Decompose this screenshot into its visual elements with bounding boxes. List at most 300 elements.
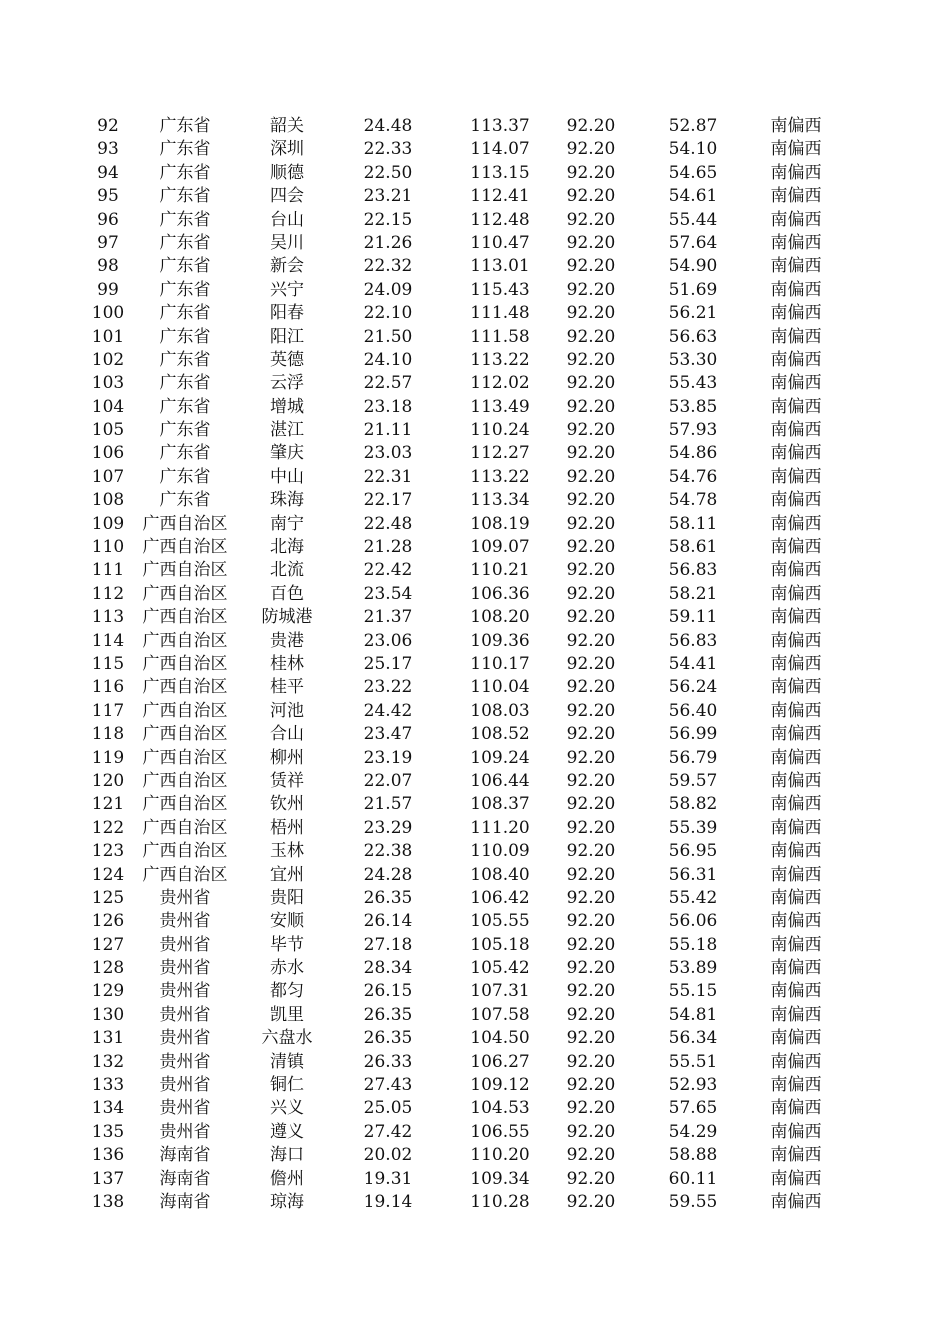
row-number-cell: 126 xyxy=(91,911,125,932)
table-row xyxy=(0,723,950,746)
angle-cell: 53.30 xyxy=(668,349,718,370)
row-number-cell: 93 xyxy=(97,139,119,160)
row-number-cell: 116 xyxy=(91,677,125,698)
row-number-cell: 109 xyxy=(91,513,125,534)
city-cell: 增城 xyxy=(270,396,304,417)
row-number-cell: 92 xyxy=(97,116,119,136)
longitude-cell: 113.15 xyxy=(470,162,530,183)
angle-cell: 56.83 xyxy=(668,630,718,651)
longitude-cell: 114.07 xyxy=(470,139,530,160)
value-cell: 92.20 xyxy=(566,1191,616,1212)
angle-cell: 59.57 xyxy=(668,770,718,791)
latitude-cell: 27.43 xyxy=(363,1075,413,1096)
city-cell: 贵港 xyxy=(270,630,304,651)
row-number-cell: 130 xyxy=(91,1004,125,1025)
direction-cell: 南偏西 xyxy=(770,513,822,534)
latitude-cell: 19.31 xyxy=(363,1168,413,1189)
value-cell: 92.20 xyxy=(566,1028,616,1049)
latitude-cell: 22.07 xyxy=(363,770,413,791)
table-row xyxy=(0,980,950,1003)
row-number-cell: 94 xyxy=(97,162,119,183)
latitude-cell: 24.48 xyxy=(363,116,413,136)
city-cell: 台山 xyxy=(270,209,304,230)
province-cell: 广东省 xyxy=(159,162,211,183)
city-cell: 六盘水 xyxy=(261,1028,313,1049)
city-cell: 琼海 xyxy=(270,1191,304,1212)
table-row xyxy=(0,793,950,816)
direction-cell: 南偏西 xyxy=(770,1028,822,1049)
direction-cell: 南偏西 xyxy=(770,373,822,394)
table-row xyxy=(0,747,950,770)
longitude-cell: 110.04 xyxy=(470,677,530,698)
value-cell: 92.20 xyxy=(566,911,616,932)
table-row xyxy=(0,1097,950,1120)
province-cell: 贵州省 xyxy=(159,1028,211,1049)
angle-cell: 55.39 xyxy=(668,817,718,838)
row-number-cell: 129 xyxy=(91,981,125,1002)
value-cell: 92.20 xyxy=(566,724,616,745)
row-number-cell: 128 xyxy=(91,958,125,979)
direction-cell: 南偏西 xyxy=(770,349,822,370)
longitude-cell: 113.22 xyxy=(470,466,530,487)
city-cell: 玉林 xyxy=(270,841,304,862)
table-row xyxy=(0,536,950,559)
province-cell: 海南省 xyxy=(159,1168,211,1189)
city-cell: 海口 xyxy=(270,1145,304,1166)
province-cell: 贵州省 xyxy=(159,1098,211,1119)
latitude-cell: 23.03 xyxy=(363,443,413,464)
province-cell: 广东省 xyxy=(159,443,211,464)
longitude-cell: 113.01 xyxy=(470,256,530,277)
latitude-cell: 21.26 xyxy=(363,232,413,253)
latitude-cell: 21.11 xyxy=(363,420,413,441)
longitude-cell: 104.50 xyxy=(470,1028,530,1049)
value-cell: 92.20 xyxy=(566,396,616,417)
province-cell: 海南省 xyxy=(159,1145,211,1166)
value-cell: 92.20 xyxy=(566,700,616,721)
row-number-cell: 121 xyxy=(91,794,125,815)
city-cell: 河池 xyxy=(270,700,304,721)
province-cell: 广西自治区 xyxy=(142,653,228,674)
table-row xyxy=(0,185,950,208)
latitude-cell: 23.18 xyxy=(363,396,413,417)
angle-cell: 54.10 xyxy=(668,139,718,160)
table-row xyxy=(0,910,950,933)
row-number-cell: 99 xyxy=(97,279,119,300)
direction-cell: 南偏西 xyxy=(770,1004,822,1025)
value-cell: 92.20 xyxy=(566,466,616,487)
value-cell: 92.20 xyxy=(566,373,616,394)
province-cell: 广西自治区 xyxy=(142,747,228,768)
angle-cell: 56.79 xyxy=(668,747,718,768)
province-cell: 广东省 xyxy=(159,279,211,300)
direction-cell: 南偏西 xyxy=(770,1121,822,1142)
table-row xyxy=(0,255,950,278)
row-number-cell: 118 xyxy=(91,724,125,745)
direction-cell: 南偏西 xyxy=(770,583,822,604)
latitude-cell: 23.47 xyxy=(363,724,413,745)
angle-cell: 54.29 xyxy=(668,1121,718,1142)
row-number-cell: 100 xyxy=(91,303,125,324)
table-row xyxy=(0,513,950,536)
table-row xyxy=(0,606,950,629)
province-cell: 广西自治区 xyxy=(142,630,228,651)
city-cell: 兴宁 xyxy=(270,279,304,300)
data-table xyxy=(0,115,950,1214)
value-cell: 92.20 xyxy=(566,349,616,370)
direction-cell: 南偏西 xyxy=(770,770,822,791)
row-number-cell: 107 xyxy=(91,466,125,487)
province-cell: 贵州省 xyxy=(159,911,211,932)
angle-cell: 56.63 xyxy=(668,326,718,347)
longitude-cell: 112.48 xyxy=(470,209,530,230)
province-cell: 广东省 xyxy=(159,349,211,370)
direction-cell: 南偏西 xyxy=(770,1145,822,1166)
latitude-cell: 22.17 xyxy=(363,490,413,511)
latitude-cell: 28.34 xyxy=(363,958,413,979)
province-cell: 广东省 xyxy=(159,490,211,511)
row-number-cell: 97 xyxy=(97,232,119,253)
angle-cell: 56.95 xyxy=(668,841,718,862)
latitude-cell: 24.09 xyxy=(363,279,413,300)
angle-cell: 58.61 xyxy=(668,537,718,558)
value-cell: 92.20 xyxy=(566,490,616,511)
latitude-cell: 23.19 xyxy=(363,747,413,768)
row-number-cell: 104 xyxy=(91,396,125,417)
direction-cell: 南偏西 xyxy=(770,396,822,417)
latitude-cell: 25.05 xyxy=(363,1098,413,1119)
table-row xyxy=(0,583,950,606)
value-cell: 92.20 xyxy=(566,630,616,651)
direction-cell: 南偏西 xyxy=(770,981,822,1002)
longitude-cell: 111.20 xyxy=(470,817,530,838)
city-cell: 阳江 xyxy=(270,326,304,347)
table-row xyxy=(0,419,950,442)
latitude-cell: 22.31 xyxy=(363,466,413,487)
city-cell: 南宁 xyxy=(270,513,304,534)
city-cell: 顺德 xyxy=(270,162,304,183)
latitude-cell: 20.02 xyxy=(363,1145,413,1166)
province-cell: 海南省 xyxy=(159,1191,211,1212)
city-cell: 新会 xyxy=(270,256,304,277)
table-row xyxy=(0,840,950,863)
row-number-cell: 120 xyxy=(91,770,125,791)
value-cell: 92.20 xyxy=(566,653,616,674)
province-cell: 广西自治区 xyxy=(142,537,228,558)
province-cell: 广西自治区 xyxy=(142,794,228,815)
angle-cell: 54.81 xyxy=(668,1004,718,1025)
value-cell: 92.20 xyxy=(566,560,616,581)
direction-cell: 南偏西 xyxy=(770,607,822,628)
table-row xyxy=(0,676,950,699)
direction-cell: 南偏西 xyxy=(770,1051,822,1072)
direction-cell: 南偏西 xyxy=(770,1075,822,1096)
latitude-cell: 22.38 xyxy=(363,841,413,862)
angle-cell: 56.83 xyxy=(668,560,718,581)
city-cell: 深圳 xyxy=(270,139,304,160)
city-cell: 防城港 xyxy=(261,607,313,628)
latitude-cell: 21.37 xyxy=(363,607,413,628)
row-number-cell: 136 xyxy=(91,1145,125,1166)
city-cell: 兴义 xyxy=(270,1098,304,1119)
direction-cell: 南偏西 xyxy=(770,443,822,464)
city-cell: 梧州 xyxy=(270,817,304,838)
latitude-cell: 21.57 xyxy=(363,794,413,815)
row-number-cell: 133 xyxy=(91,1075,125,1096)
table-row xyxy=(0,1191,950,1214)
direction-cell: 南偏西 xyxy=(770,420,822,441)
row-number-cell: 101 xyxy=(91,326,125,347)
province-cell: 广东省 xyxy=(159,186,211,207)
latitude-cell: 26.35 xyxy=(363,1004,413,1025)
value-cell: 92.20 xyxy=(566,747,616,768)
angle-cell: 58.21 xyxy=(668,583,718,604)
value-cell: 92.20 xyxy=(566,232,616,253)
longitude-cell: 115.43 xyxy=(470,279,530,300)
direction-cell: 南偏西 xyxy=(770,958,822,979)
direction-cell: 南偏西 xyxy=(770,232,822,253)
row-number-cell: 115 xyxy=(91,653,125,674)
angle-cell: 56.34 xyxy=(668,1028,718,1049)
direction-cell: 南偏西 xyxy=(770,116,822,136)
longitude-cell: 110.09 xyxy=(470,841,530,862)
direction-cell: 南偏西 xyxy=(770,817,822,838)
row-number-cell: 103 xyxy=(91,373,125,394)
latitude-cell: 21.50 xyxy=(363,326,413,347)
province-cell: 广东省 xyxy=(159,420,211,441)
angle-cell: 59.11 xyxy=(668,607,718,628)
row-number-cell: 122 xyxy=(91,817,125,838)
angle-cell: 57.65 xyxy=(668,1098,718,1119)
row-number-cell: 98 xyxy=(97,256,119,277)
table-row xyxy=(0,1168,950,1191)
longitude-cell: 105.55 xyxy=(470,911,530,932)
table-row xyxy=(0,232,950,255)
table-row xyxy=(0,209,950,232)
province-cell: 广东省 xyxy=(159,396,211,417)
angle-cell: 56.99 xyxy=(668,724,718,745)
city-cell: 中山 xyxy=(270,466,304,487)
angle-cell: 55.51 xyxy=(668,1051,718,1072)
value-cell: 92.20 xyxy=(566,583,616,604)
city-cell: 毕节 xyxy=(270,934,304,955)
direction-cell: 南偏西 xyxy=(770,911,822,932)
direction-cell: 南偏西 xyxy=(770,186,822,207)
direction-cell: 南偏西 xyxy=(770,677,822,698)
direction-cell: 南偏西 xyxy=(770,139,822,160)
province-cell: 广西自治区 xyxy=(142,583,228,604)
province-cell: 广东省 xyxy=(159,466,211,487)
direction-cell: 南偏西 xyxy=(770,794,822,815)
longitude-cell: 108.03 xyxy=(470,700,530,721)
province-cell: 广西自治区 xyxy=(142,560,228,581)
value-cell: 92.20 xyxy=(566,817,616,838)
row-number-cell: 111 xyxy=(91,560,125,581)
province-cell: 广西自治区 xyxy=(142,700,228,721)
longitude-cell: 108.20 xyxy=(470,607,530,628)
latitude-cell: 22.10 xyxy=(363,303,413,324)
direction-cell: 南偏西 xyxy=(770,303,822,324)
angle-cell: 54.76 xyxy=(668,466,718,487)
longitude-cell: 110.17 xyxy=(470,653,530,674)
value-cell: 92.20 xyxy=(566,256,616,277)
row-number-cell: 113 xyxy=(91,607,125,628)
table-row xyxy=(0,372,950,395)
table-row xyxy=(0,1027,950,1050)
latitude-cell: 24.42 xyxy=(363,700,413,721)
direction-cell: 南偏西 xyxy=(770,747,822,768)
city-cell: 湛江 xyxy=(270,420,304,441)
angle-cell: 53.85 xyxy=(668,396,718,417)
longitude-cell: 110.24 xyxy=(470,420,530,441)
row-number-cell: 114 xyxy=(91,630,125,651)
row-number-cell: 119 xyxy=(91,747,125,768)
province-cell: 广东省 xyxy=(159,373,211,394)
table-row xyxy=(0,1144,950,1167)
direction-cell: 南偏西 xyxy=(770,630,822,651)
value-cell: 92.20 xyxy=(566,303,616,324)
city-cell: 安顺 xyxy=(270,911,304,932)
row-number-cell: 106 xyxy=(91,443,125,464)
value-cell: 92.20 xyxy=(566,279,616,300)
province-cell: 广西自治区 xyxy=(142,513,228,534)
direction-cell: 南偏西 xyxy=(770,162,822,183)
longitude-cell: 113.34 xyxy=(470,490,530,511)
longitude-cell: 111.48 xyxy=(470,303,530,324)
angle-cell: 52.87 xyxy=(668,116,718,136)
value-cell: 92.20 xyxy=(566,1075,616,1096)
row-number-cell: 117 xyxy=(91,700,125,721)
longitude-cell: 104.53 xyxy=(470,1098,530,1119)
table-row xyxy=(0,1121,950,1144)
longitude-cell: 111.58 xyxy=(470,326,530,347)
province-cell: 广东省 xyxy=(159,326,211,347)
table-row xyxy=(0,1074,950,1097)
longitude-cell: 109.36 xyxy=(470,630,530,651)
direction-cell: 南偏西 xyxy=(770,934,822,955)
city-cell: 宜州 xyxy=(270,864,304,885)
row-number-cell: 135 xyxy=(91,1121,125,1142)
longitude-cell: 108.37 xyxy=(470,794,530,815)
table-row xyxy=(0,864,950,887)
angle-cell: 55.42 xyxy=(668,887,718,908)
table-row xyxy=(0,396,950,419)
latitude-cell: 24.10 xyxy=(363,349,413,370)
value-cell: 92.20 xyxy=(566,981,616,1002)
value-cell: 92.20 xyxy=(566,1145,616,1166)
table-row xyxy=(0,442,950,465)
province-cell: 广东省 xyxy=(159,209,211,230)
direction-cell: 南偏西 xyxy=(770,326,822,347)
direction-cell: 南偏西 xyxy=(770,864,822,885)
province-cell: 广西自治区 xyxy=(142,817,228,838)
angle-cell: 57.93 xyxy=(668,420,718,441)
province-cell: 广西自治区 xyxy=(142,770,228,791)
city-cell: 珠海 xyxy=(270,490,304,511)
table-row xyxy=(0,559,950,582)
latitude-cell: 25.17 xyxy=(363,653,413,674)
value-cell: 92.20 xyxy=(566,841,616,862)
table-row xyxy=(0,489,950,512)
city-cell: 百色 xyxy=(270,583,304,604)
city-cell: 肇庆 xyxy=(270,443,304,464)
latitude-cell: 26.35 xyxy=(363,887,413,908)
province-cell: 广西自治区 xyxy=(142,607,228,628)
table-row xyxy=(0,279,950,302)
longitude-cell: 112.41 xyxy=(470,186,530,207)
direction-cell: 南偏西 xyxy=(770,1191,822,1212)
table-row xyxy=(0,466,950,489)
value-cell: 92.20 xyxy=(566,1098,616,1119)
angle-cell: 57.64 xyxy=(668,232,718,253)
row-number-cell: 138 xyxy=(91,1191,125,1212)
row-number-cell: 131 xyxy=(91,1028,125,1049)
angle-cell: 51.69 xyxy=(668,279,718,300)
direction-cell: 南偏西 xyxy=(770,279,822,300)
longitude-cell: 109.12 xyxy=(470,1075,530,1096)
angle-cell: 55.15 xyxy=(668,981,718,1002)
row-number-cell: 125 xyxy=(91,887,125,908)
row-number-cell: 123 xyxy=(91,841,125,862)
city-cell: 赤水 xyxy=(270,958,304,979)
province-cell: 贵州省 xyxy=(159,887,211,908)
city-cell: 柳州 xyxy=(270,747,304,768)
city-cell: 合山 xyxy=(270,724,304,745)
province-cell: 贵州省 xyxy=(159,1121,211,1142)
table-row xyxy=(0,138,950,161)
latitude-cell: 23.21 xyxy=(363,186,413,207)
angle-cell: 58.88 xyxy=(668,1145,718,1166)
value-cell: 92.20 xyxy=(566,677,616,698)
longitude-cell: 112.27 xyxy=(470,443,530,464)
longitude-cell: 108.19 xyxy=(470,513,530,534)
table-row xyxy=(0,1051,950,1074)
longitude-cell: 109.07 xyxy=(470,537,530,558)
angle-cell: 56.24 xyxy=(668,677,718,698)
longitude-cell: 113.37 xyxy=(470,116,530,136)
direction-cell: 南偏西 xyxy=(770,841,822,862)
value-cell: 92.20 xyxy=(566,1051,616,1072)
angle-cell: 55.18 xyxy=(668,934,718,955)
province-cell: 贵州省 xyxy=(159,934,211,955)
value-cell: 92.20 xyxy=(566,934,616,955)
longitude-cell: 109.34 xyxy=(470,1168,530,1189)
value-cell: 92.20 xyxy=(566,864,616,885)
province-cell: 广东省 xyxy=(159,256,211,277)
angle-cell: 52.93 xyxy=(668,1075,718,1096)
city-cell: 北海 xyxy=(270,537,304,558)
latitude-cell: 26.15 xyxy=(363,981,413,1002)
province-cell: 广东省 xyxy=(159,303,211,324)
longitude-cell: 113.49 xyxy=(470,396,530,417)
table-row xyxy=(0,957,950,980)
angle-cell: 54.90 xyxy=(668,256,718,277)
row-number-cell: 124 xyxy=(91,864,125,885)
city-cell: 四会 xyxy=(270,186,304,207)
latitude-cell: 21.28 xyxy=(363,537,413,558)
value-cell: 92.20 xyxy=(566,794,616,815)
value-cell: 92.20 xyxy=(566,1168,616,1189)
angle-cell: 58.11 xyxy=(668,513,718,534)
city-cell: 儋州 xyxy=(270,1168,304,1189)
longitude-cell: 106.55 xyxy=(470,1121,530,1142)
latitude-cell: 22.42 xyxy=(363,560,413,581)
table-row xyxy=(0,115,950,138)
longitude-cell: 109.24 xyxy=(470,747,530,768)
angle-cell: 55.44 xyxy=(668,209,718,230)
longitude-cell: 110.47 xyxy=(470,232,530,253)
longitude-cell: 106.42 xyxy=(470,887,530,908)
